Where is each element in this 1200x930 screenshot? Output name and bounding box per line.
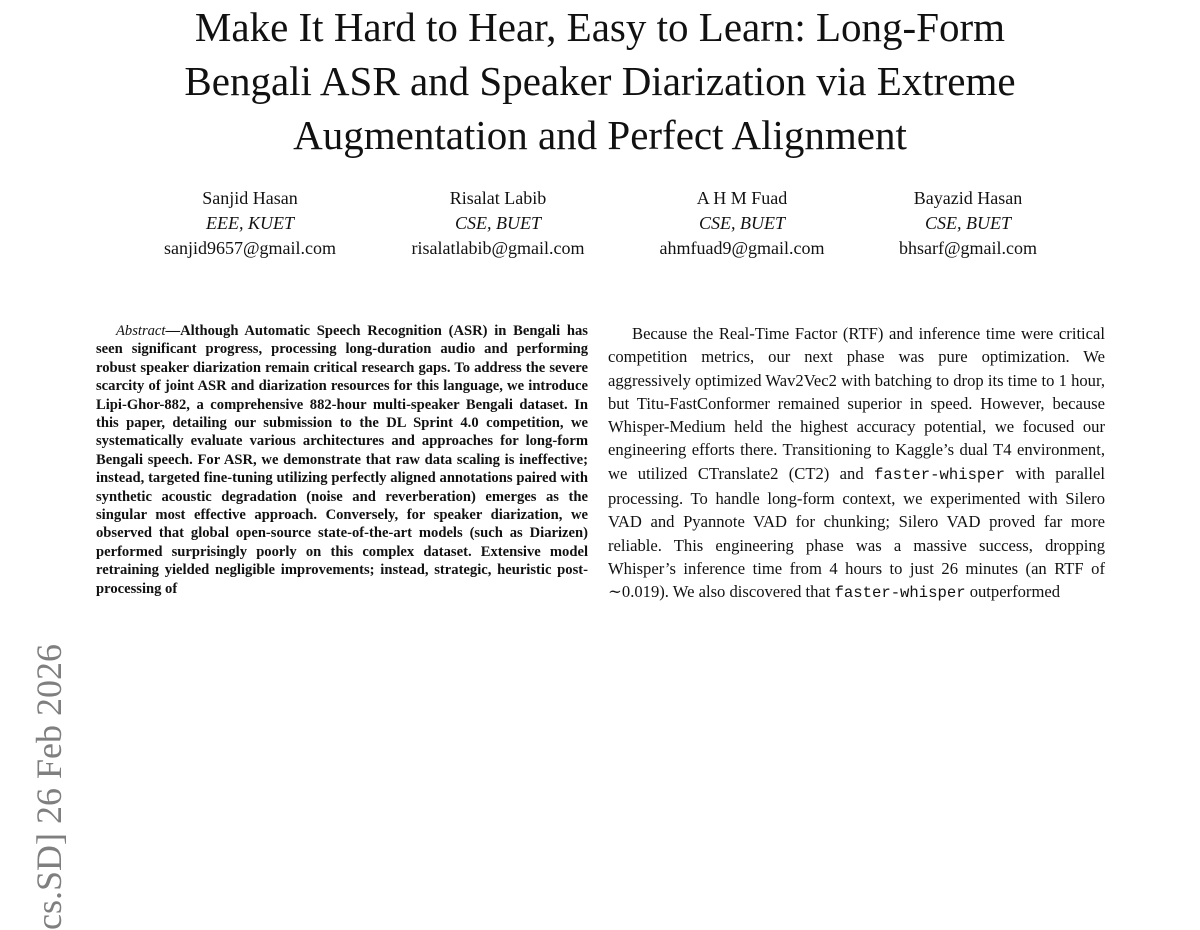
title-line: Bengali ASR and Speaker Diarization via Extreme xyxy=(184,58,1016,104)
body-text: Because the Real-Time Factor (RTF) and inference time were critical competition metrics, our next phase was pure optimization. We aggressively optimized Wav2Vec2 with batching to drop its time to 1 hour, but Titu-FastConformer remained superior in speed. However, because Whisper-Medium held the highest accuracy potential, we focused our engineering efforts there. Transitioning to Kaggle’s dual T4 environment, we utilized CTranslate2 (CT2) and xyxy=(608,324,1105,483)
body-paragraph xyxy=(608,322,1105,606)
abstract-dash: — xyxy=(165,323,181,339)
paper-title xyxy=(80,0,1120,162)
abstract-label: Abstract xyxy=(116,323,166,339)
author-affiliation: CSE, BUET xyxy=(698,213,785,233)
author-4 xyxy=(838,186,1098,261)
author-email[interactable]: risalatlabib@gmail.com xyxy=(411,238,585,258)
author-affiliation: EEE, KUET xyxy=(206,213,294,233)
code-faster-whisper: faster-whisper xyxy=(834,584,966,603)
author-email[interactable]: bhsarf@gmail.com xyxy=(898,238,1038,258)
author-name: Bayazid Hasan xyxy=(913,188,1023,208)
title-line: Make It Hard to Hear, Easy to Learn: Long-Form xyxy=(194,4,1006,50)
author-name: A H M Fuad xyxy=(696,188,788,208)
author-affiliation: CSE, BUET xyxy=(924,213,1011,233)
author-3 xyxy=(612,186,872,261)
abstract xyxy=(96,322,588,598)
body-text: with parallel processing. To handle long-form context, we experimented with Silero VAD and Pyannote VAD for chunking; Silero VAD proved far more reliable. This engineering phase was a massive success, dropping Whisper’s inference time from 4 hours to just 26 minutes (an RTF of ∼0.019). We also discovered that xyxy=(608,463,1106,602)
abstract-text: Although Automatic Speech Recognition (ASR) in Bengali has seen significant progress, processing long-duration audio and performing robust speaker diarization remain critical research gaps. To address the severe scarcity of joint ASR and diarization resources for this language, we introduce Lipi-Ghor-882, a comprehensive 882-hour multi-speaker Bengali dataset. In this paper, detailing our submission to the DL Sprint 4.0 competition, we systematically evaluate various architectures and approaches for long-form Bengali speech. For ASR, we demonstrate that raw data scaling is ineffective; instead, targeted fine-tuning utilizing perfectly aligned annotations paired with synthetic acoustic degradation (noise and reverberation) emerges as the singular most effective approach. Conversely, for speaker diarization, we observed that global open-source state-of-the-art models (such as Diarizen) performed surprisingly poorly on this complex dataset. Extensive model retraining yielded negligible improvements; instead, strategic, heuristic post-processing of xyxy=(96,323,588,597)
author-email[interactable]: ahmfuad9@gmail.com xyxy=(659,238,825,258)
author-2 xyxy=(368,186,628,261)
author-1 xyxy=(120,186,380,261)
code-faster-whisper: faster-whisper xyxy=(874,465,1006,484)
body-text: outperformed xyxy=(965,582,1061,602)
author-name: Risalat Labib xyxy=(449,188,547,208)
author-name: Sanjid Hasan xyxy=(202,188,298,208)
arxiv-side-label: cs.SD] 26 Feb 2026 xyxy=(29,644,69,930)
author-email[interactable]: sanjid9657@gmail.com xyxy=(163,238,337,258)
title-line: Augmentation and Perfect Alignment xyxy=(293,112,907,158)
author-affiliation: CSE, BUET xyxy=(454,213,541,233)
